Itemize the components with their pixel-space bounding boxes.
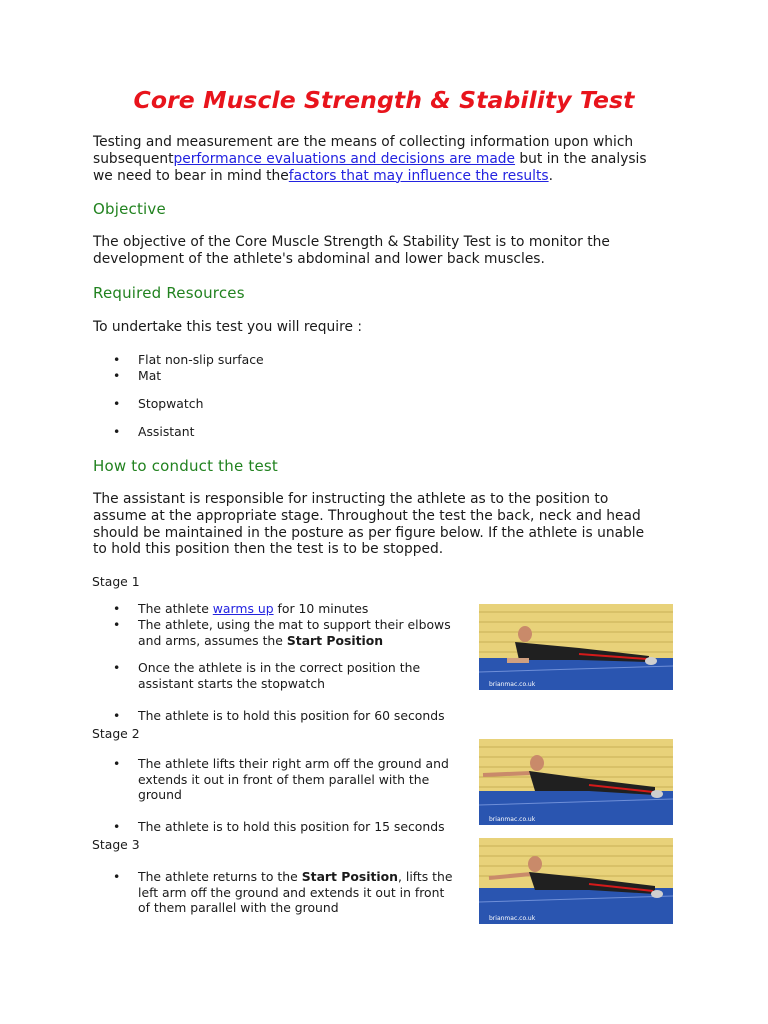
intro-line-1: Testing and measurement are the means of collecting information upon which (93, 134, 634, 150)
stage-1-label: Stage 1 (92, 574, 140, 589)
stage-3-label: Stage 3 (92, 837, 140, 852)
intro-line-2: subsequentperformance evaluations and decisions are made but in the analysis (93, 150, 647, 167)
howto-paragraph: The assistant is responsible for instructing the athlete as to the position to assume at the appropriate stage. Throughout the test the back, neck and head should be maintained in the posture as per figure below. If the athlete is unable to hold this position then the test is to be stopped. (93, 491, 645, 558)
photo-credit: brianmac.co.uk (489, 816, 536, 823)
warms-up-link[interactable]: warms up (212, 601, 274, 616)
objective-paragraph: The objective of the Core Muscle Strength & Stability Test is to monitor the development of the athlete's abdominal and lower back muscles. (93, 234, 610, 267)
photo-credit: brianmac.co.uk (489, 681, 536, 688)
page-title: Core Muscle Strength & Stability Test (133, 86, 635, 114)
stage-2-label: Stage 2 (92, 726, 140, 741)
resources-intro: To undertake this test you will require : (93, 319, 362, 335)
howto-heading: How to conduct the test (93, 457, 278, 475)
start-position-photo (479, 604, 673, 690)
stage-2-photo (479, 739, 673, 825)
factors-influence-link[interactable]: factors that may influence the results (288, 167, 549, 184)
performance-evaluations-link[interactable]: performance evaluations and decisions are made (173, 150, 516, 167)
document-page: Core Muscle Strength & Stability Test Testing and measurement are the means of collecting information upon which subsequentperformance evaluations and decisions are made but in the analysis we need to bear in mind thefactors that may influence the results. Objective The objective of the Core Muscle Strength & Stability Test is to monitor the development of the athlete's abdominal and lower back muscles. Required Resources To undertake this test you will require : • Flat non-slip surface • Mat • Stopwatch • Assistant How to conduct the test The assistant is responsible for instructing the athlete as to the position to assume at the appropriate stage. Throughout the test the back, neck and head should be maintained in the posture as per figure below. If the athlete is unable to hold this position then the test is to be stopped. Stage 1 • The athlete warms up for 10 minutes • The athlete, using the mat to support their elbows and arms, assumes the Start Position • Once the athlete is in the correct position the assistant starts the stopwatch • The athlete is to hold this position for 60 seconds Stage 2 • The athlete lifts their right arm off the ground and extends it out in front of them parallel with the ground • The athlete is to hold this position for 15 seconds Stage 3 • The athlete returns to the Start Position, lifts the left arm off the ground and extends it out in front of them parallel with the ground brianmac.co.uk brianmac.co.uk brianmac.co.uk (0, 0, 768, 1024)
photo-credit: brianmac.co.uk (489, 915, 536, 922)
resources-heading: Required Resources (93, 284, 245, 302)
stage-3-photo (479, 838, 673, 924)
intro-line-3: we need to bear in mind thefactors that may influence the results. (93, 167, 553, 184)
objective-heading: Objective (93, 200, 166, 218)
intro-paragraph (93, 134, 693, 184)
